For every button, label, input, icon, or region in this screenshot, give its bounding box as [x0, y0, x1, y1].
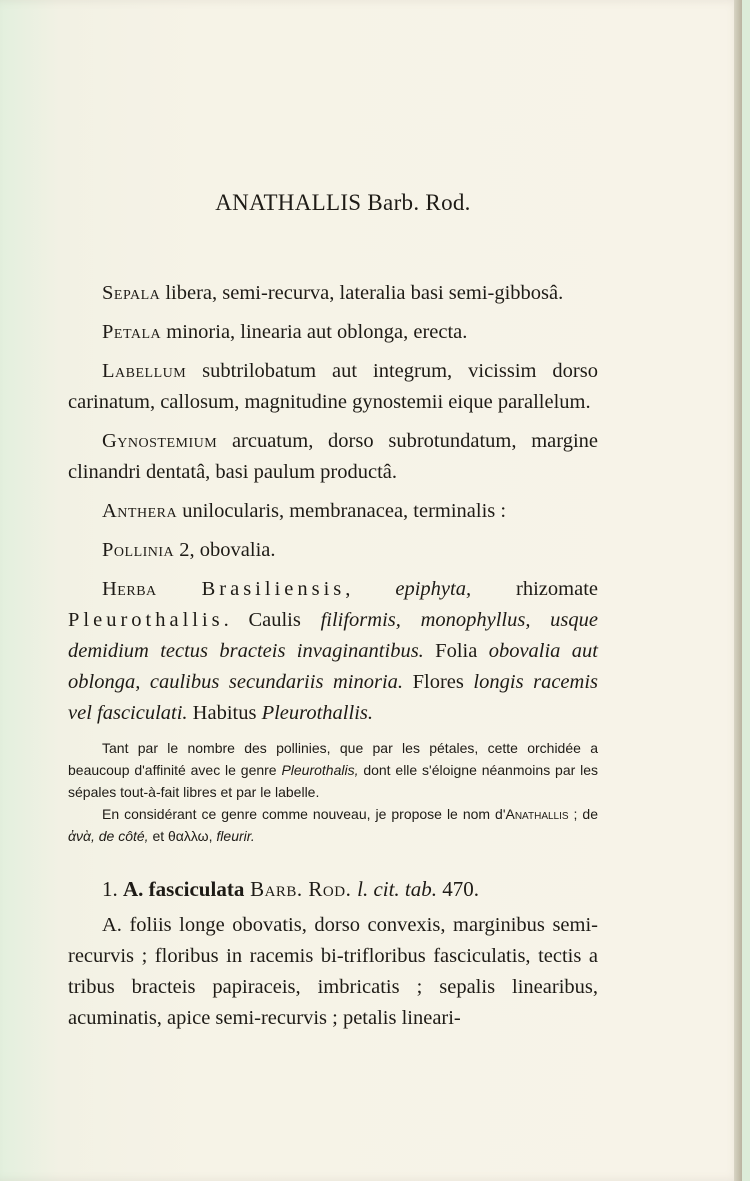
- herba-italic-3: obovalia aut oblonga, caulibus secundariis minoria.: [68, 640, 598, 693]
- pollinia-text: 2, obovalia.: [174, 539, 276, 561]
- gynostemium-label: Gynostemium: [102, 430, 218, 452]
- note1-text-b: dont elle s'éloigne néanmoins par les sépales tout-à-fait libres et par le labelle.: [68, 762, 599, 800]
- herba-text-5: Flores: [403, 671, 474, 693]
- labellum-label: Labellum: [102, 360, 187, 382]
- footnote-1: [68, 737, 598, 803]
- note2-text-c: et θαλλω,: [148, 828, 217, 844]
- herba-italic-2: filiformis, monophyllus, usque demidium tectus bracteis invaginantibus.: [68, 609, 598, 662]
- labellum-text: subtrilobatum aut integrum, vicissim dorso carinatum, callosum, magnitudine gynostemii eique parallelum.: [68, 360, 598, 413]
- species-description: A. foliis longe obovatis, dorso convexis, marginibus semi-recurvis ; floribus in racemis bi-trifloribus fasciculatis, tectis a tribus bracteis papiraceis, imbricatis ; sepalis linearibus, acuminatis, apice semi-recurvis ; petalis lineari-: [68, 914, 598, 1029]
- pollinia-paragraph: [68, 535, 598, 566]
- note2-italic-1: ἀνὰ, de côté,: [68, 828, 149, 844]
- genus-title: ANATHALLIS Barb. Rod.: [215, 190, 471, 215]
- species-number: 1.: [102, 877, 123, 901]
- anthera-paragraph: [68, 496, 598, 527]
- herba-text-1: ,: [345, 578, 396, 600]
- gynostemium-paragraph: [68, 426, 598, 488]
- note2-smallcaps: Anathallis: [505, 806, 569, 822]
- footnote-2: [68, 803, 598, 847]
- species-name: A. fasciculata: [123, 877, 245, 901]
- sepala-label: Sepala: [102, 282, 161, 304]
- herba-paragraph: [68, 574, 598, 729]
- herba-text-2: rhizomate: [471, 578, 598, 600]
- page-edge: [734, 0, 742, 1181]
- pollinia-label: Pollinia: [102, 539, 175, 561]
- anthera-label: Anthera: [102, 500, 178, 522]
- petala-text: minoria, linearia aut oblonga, erecta.: [161, 321, 468, 343]
- anthera-text: unilocularis, membranacea, terminalis :: [177, 500, 507, 522]
- note1-italic: Pleurothalis,: [281, 762, 359, 778]
- sepala-paragraph: [68, 278, 598, 309]
- herba-text-3: . Caulis: [223, 609, 321, 631]
- labellum-paragraph: [68, 356, 598, 418]
- note1-text-a: Tant par le nombre des pollinies, que par les pétales, cette orchidée a beaucoup d'affinité avec le genre: [68, 740, 598, 778]
- herba-label: Herba: [102, 578, 157, 600]
- gynostemium-text: arcuatum, dorso subrotundatum, margine clinandri dentatâ, basi paulum productâ.: [68, 430, 598, 483]
- herba-pleurothallis: Pleurothallis: [68, 609, 224, 631]
- herba-italic-4: longis racemis vel fasciculati.: [68, 671, 599, 724]
- herba-italic-1: epiphyta,: [395, 578, 472, 600]
- species-heading: [102, 877, 598, 902]
- page-content: [68, 190, 598, 1042]
- note2-text-b: ; de: [568, 806, 598, 822]
- petala-paragraph: [68, 317, 598, 348]
- herba-text-4: Folia: [423, 640, 489, 662]
- note2-italic-2: fleurir.: [216, 828, 255, 844]
- note2-text-a: En considérant ce genre comme nouveau, je propose le nom d': [102, 806, 506, 822]
- species-ref-number: 470.: [437, 877, 480, 901]
- herba-brasiliensis: Brasiliensis: [201, 578, 346, 600]
- species-author: Barb. Rod.: [244, 877, 358, 901]
- herba-italic-5: Pleurothallis.: [261, 702, 373, 724]
- species-reference: l. cit. tab.: [357, 877, 438, 901]
- sepala-text: libera, semi-recurva, lateralia basi semi-gibbosâ.: [160, 282, 564, 304]
- herba-text-6: Habitus: [187, 702, 262, 724]
- petala-label: Petala: [102, 321, 162, 343]
